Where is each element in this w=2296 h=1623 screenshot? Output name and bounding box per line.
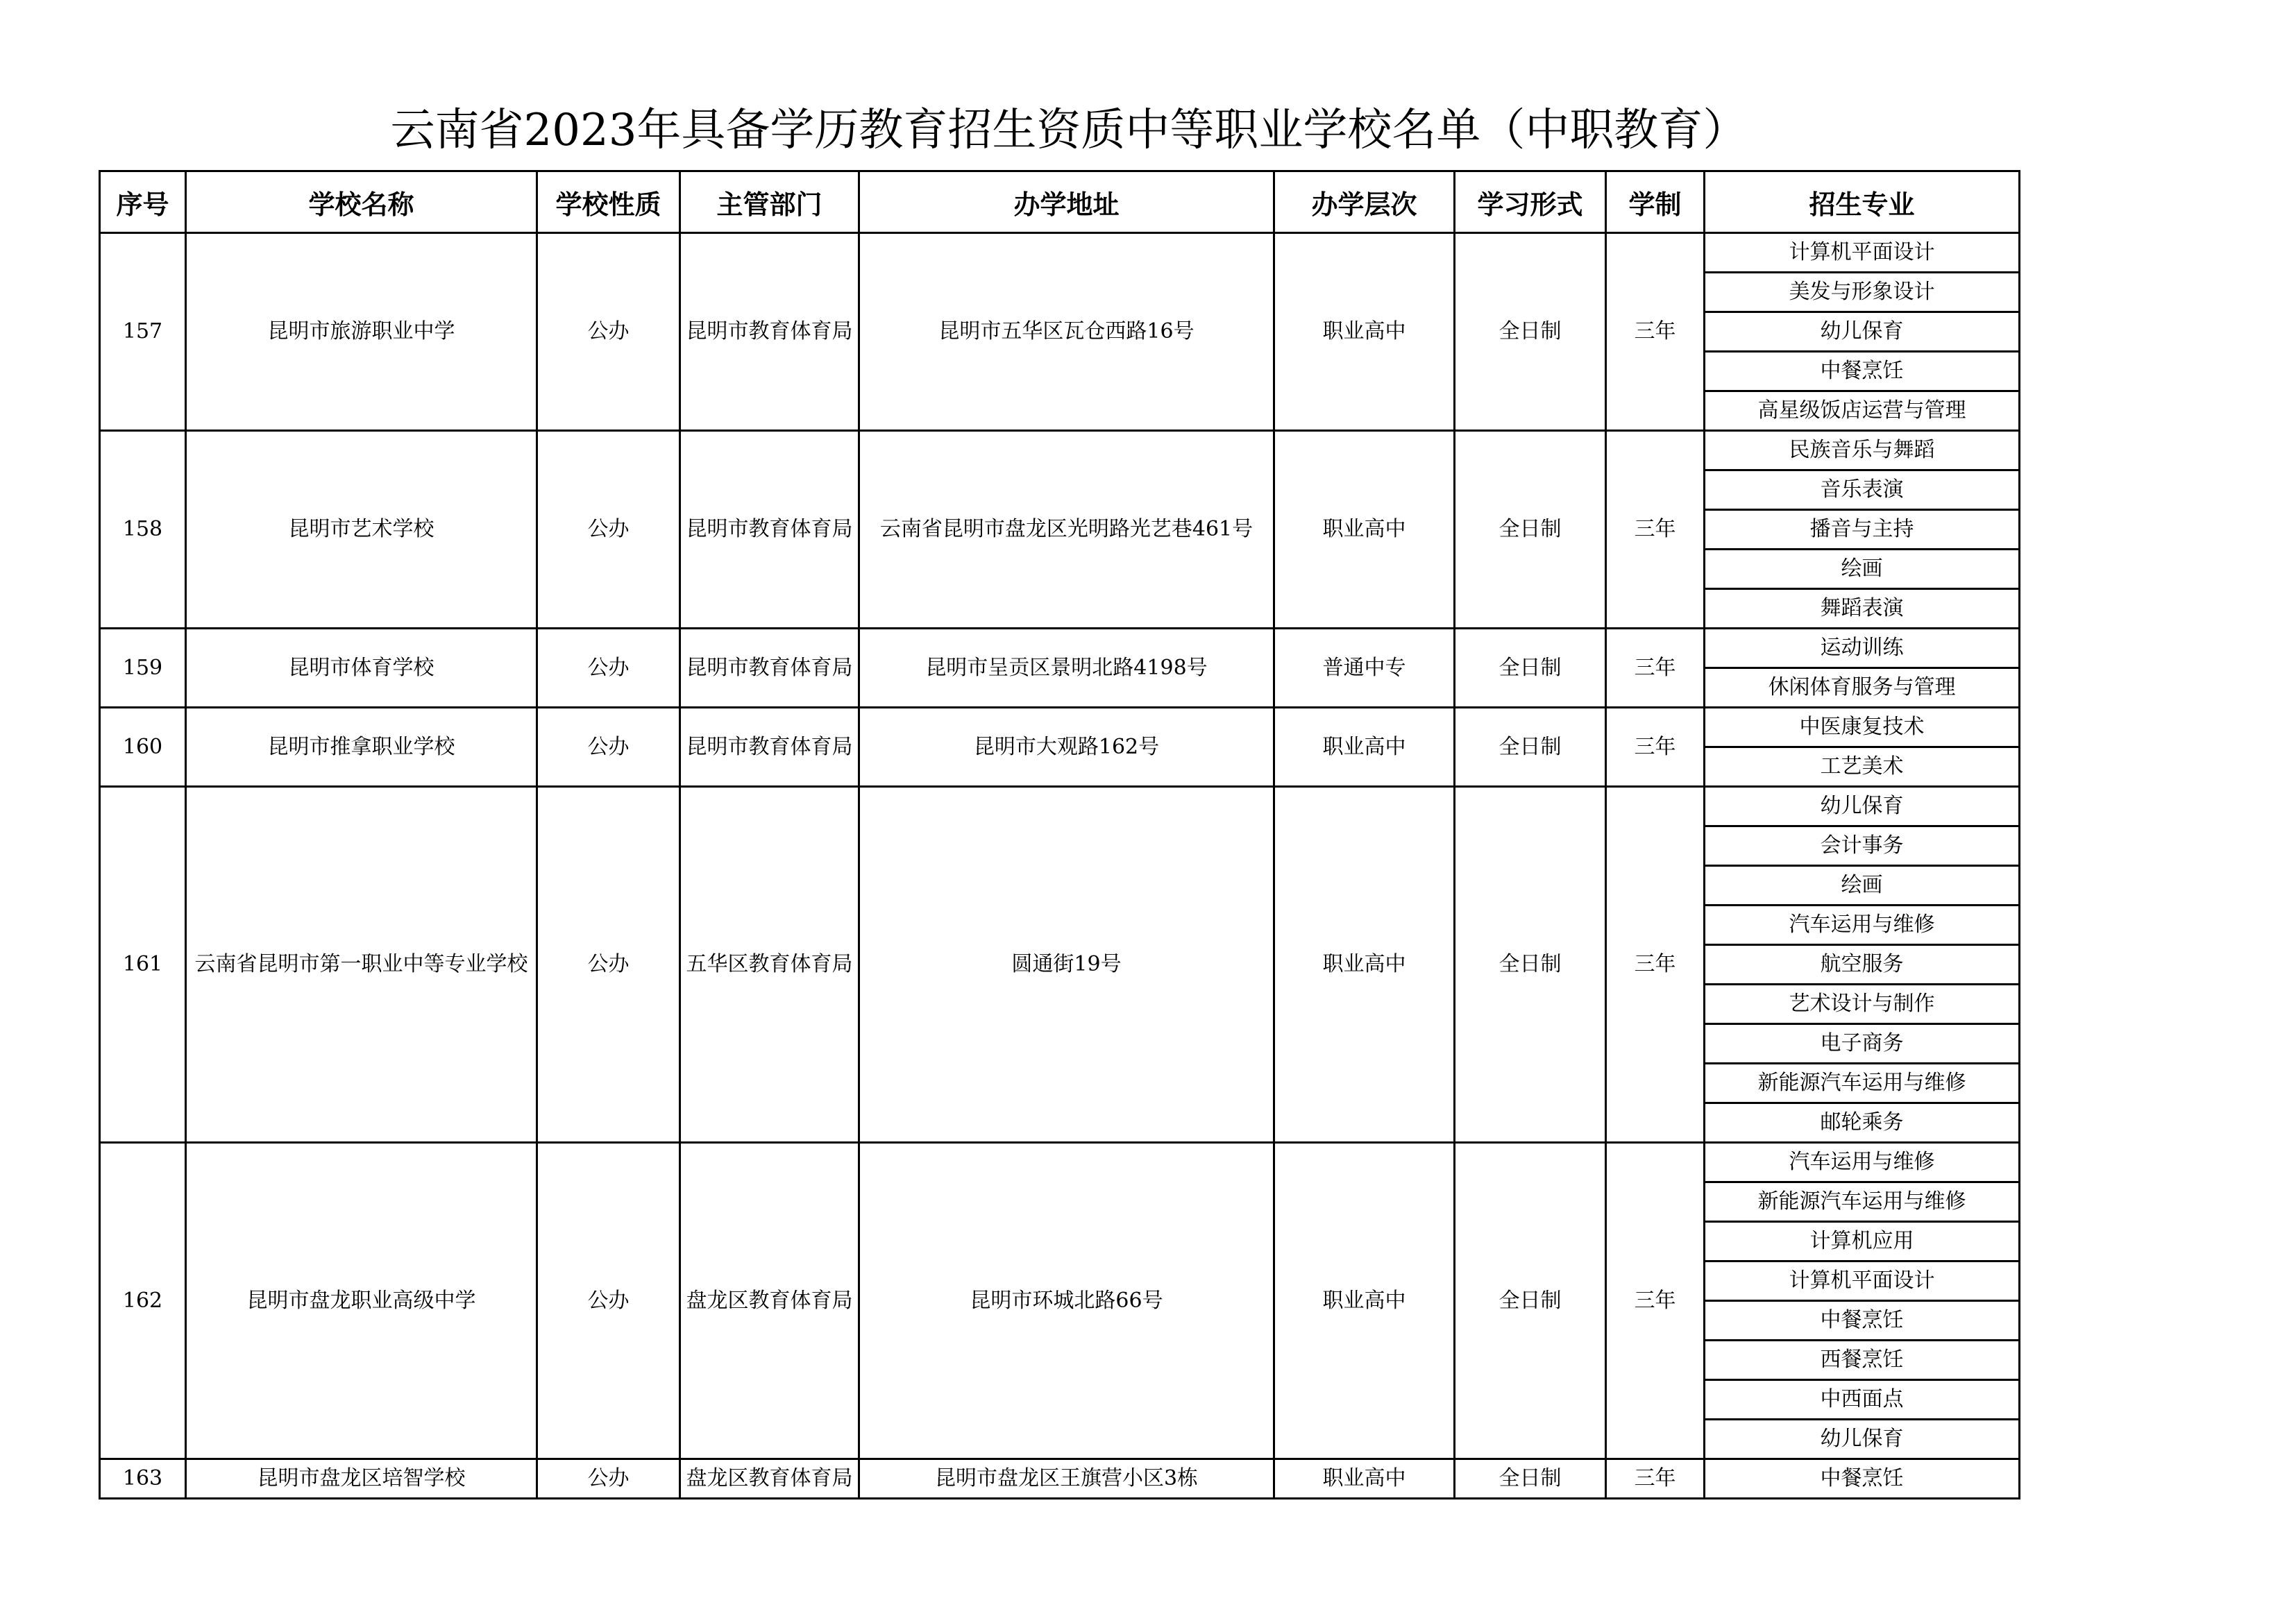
header-level: 办学层次 — [1274, 171, 1455, 233]
header-school-name: 学校名称 — [186, 171, 537, 233]
school-nature-cell: 公办 — [537, 431, 680, 629]
major-cell: 中医康复技术 — [1705, 708, 2020, 747]
major-cell: 高星级饭店运营与管理 — [1705, 391, 2020, 431]
department-cell: 昆明市教育体育局 — [680, 629, 859, 708]
study-form-cell: 全日制 — [1455, 787, 1606, 1143]
school-name-cell: 昆明市盘龙职业高级中学 — [186, 1143, 537, 1459]
school-list-table — [99, 170, 2020, 1499]
table-body — [100, 233, 2020, 1499]
address-cell: 云南省昆明市盘龙区光明路光艺巷461号 — [859, 431, 1274, 629]
department-cell: 盘龙区教育体育局 — [680, 1143, 859, 1459]
study-form-cell: 全日制 — [1455, 708, 1606, 787]
table-row — [100, 787, 2020, 826]
duration-cell: 三年 — [1606, 787, 1705, 1143]
table-row — [100, 1459, 2020, 1499]
major-cell: 工艺美术 — [1705, 747, 2020, 787]
duration-cell: 三年 — [1606, 431, 1705, 629]
major-cell: 计算机平面设计 — [1705, 233, 2020, 273]
department-cell: 昆明市教育体育局 — [680, 431, 859, 629]
school-no-cell: 163 — [100, 1459, 186, 1499]
school-no-cell: 157 — [100, 233, 186, 431]
school-no-cell: 159 — [100, 629, 186, 708]
major-cell: 民族音乐与舞蹈 — [1705, 431, 2020, 470]
header-majors: 招生专业 — [1705, 171, 2020, 233]
address-cell: 昆明市五华区瓦仓西路16号 — [859, 233, 1274, 431]
header-school-nature: 学校性质 — [537, 171, 680, 233]
level-cell: 职业高中 — [1274, 233, 1455, 431]
major-cell: 运动训练 — [1705, 629, 2020, 668]
school-nature-cell: 公办 — [537, 233, 680, 431]
major-cell: 休闲体育服务与管理 — [1705, 668, 2020, 708]
address-cell: 昆明市环城北路66号 — [859, 1143, 1274, 1459]
major-cell: 中餐烹饪 — [1705, 1459, 2020, 1499]
school-no-cell: 160 — [100, 708, 186, 787]
major-cell: 汽车运用与维修 — [1705, 1143, 2020, 1182]
department-cell: 昆明市教育体育局 — [680, 233, 859, 431]
major-cell: 航空服务 — [1705, 945, 2020, 985]
major-cell: 中餐烹饪 — [1705, 1301, 2020, 1341]
major-cell: 新能源汽车运用与维修 — [1705, 1064, 2020, 1103]
major-cell: 计算机应用 — [1705, 1222, 2020, 1261]
study-form-cell: 全日制 — [1455, 1143, 1606, 1459]
major-cell: 电子商务 — [1705, 1024, 2020, 1064]
study-form-cell: 全日制 — [1455, 1459, 1606, 1499]
major-cell: 绘画 — [1705, 550, 2020, 589]
level-cell: 职业高中 — [1274, 708, 1455, 787]
major-cell: 计算机平面设计 — [1705, 1261, 2020, 1301]
school-nature-cell: 公办 — [537, 1459, 680, 1499]
major-cell: 绘画 — [1705, 866, 2020, 906]
document-title: 云南省2023年具备学历教育招生资质中等职业学校名单（中职教育） — [390, 105, 1748, 156]
level-cell: 职业高中 — [1274, 1143, 1455, 1459]
table-row — [100, 233, 2020, 273]
header-address: 办学地址 — [859, 171, 1274, 233]
major-cell: 会计事务 — [1705, 826, 2020, 866]
header-duration: 学制 — [1606, 171, 1705, 233]
major-cell: 幼儿保育 — [1705, 1420, 2020, 1459]
school-name-cell: 昆明市盘龙区培智学校 — [186, 1459, 537, 1499]
major-cell: 邮轮乘务 — [1705, 1103, 2020, 1143]
school-name-cell: 昆明市体育学校 — [186, 629, 537, 708]
department-cell: 五华区教育体育局 — [680, 787, 859, 1143]
duration-cell: 三年 — [1606, 1143, 1705, 1459]
study-form-cell: 全日制 — [1455, 431, 1606, 629]
school-nature-cell: 公办 — [537, 787, 680, 1143]
header-study-form: 学习形式 — [1455, 171, 1606, 233]
department-cell: 昆明市教育体育局 — [680, 708, 859, 787]
study-form-cell: 全日制 — [1455, 233, 1606, 431]
major-cell: 中西面点 — [1705, 1380, 2020, 1420]
level-cell: 普通中专 — [1274, 629, 1455, 708]
duration-cell: 三年 — [1606, 629, 1705, 708]
address-cell: 昆明市盘龙区王旗营小区3栋 — [859, 1459, 1274, 1499]
school-no-cell: 161 — [100, 787, 186, 1143]
school-nature-cell: 公办 — [537, 1143, 680, 1459]
table-row — [100, 1143, 2020, 1182]
school-name-cell: 云南省昆明市第一职业中等专业学校 — [186, 787, 537, 1143]
duration-cell: 三年 — [1606, 233, 1705, 431]
school-nature-cell: 公办 — [537, 629, 680, 708]
major-cell: 幼儿保育 — [1705, 787, 2020, 826]
major-cell: 美发与形象设计 — [1705, 273, 2020, 312]
major-cell: 音乐表演 — [1705, 470, 2020, 510]
major-cell: 舞蹈表演 — [1705, 589, 2020, 629]
school-name-cell: 昆明市艺术学校 — [186, 431, 537, 629]
school-name-cell: 昆明市推拿职业学校 — [186, 708, 537, 787]
table-row — [100, 629, 2020, 668]
table-header-row — [100, 171, 2020, 233]
major-cell: 艺术设计与制作 — [1705, 985, 2020, 1024]
school-name-cell: 昆明市旅游职业中学 — [186, 233, 537, 431]
school-no-cell: 158 — [100, 431, 186, 629]
header-department: 主管部门 — [680, 171, 859, 233]
major-cell: 幼儿保育 — [1705, 312, 2020, 352]
address-cell: 圆通街19号 — [859, 787, 1274, 1143]
table-row — [100, 708, 2020, 747]
duration-cell: 三年 — [1606, 1459, 1705, 1499]
level-cell: 职业高中 — [1274, 431, 1455, 629]
major-cell: 西餐烹饪 — [1705, 1341, 2020, 1380]
major-cell: 汽车运用与维修 — [1705, 906, 2020, 945]
address-cell: 昆明市大观路162号 — [859, 708, 1274, 787]
table-row — [100, 431, 2020, 470]
level-cell: 职业高中 — [1274, 1459, 1455, 1499]
major-cell: 播音与主持 — [1705, 510, 2020, 550]
department-cell: 盘龙区教育体育局 — [680, 1459, 859, 1499]
study-form-cell: 全日制 — [1455, 629, 1606, 708]
address-cell: 昆明市呈贡区景明北路4198号 — [859, 629, 1274, 708]
school-no-cell: 162 — [100, 1143, 186, 1459]
level-cell: 职业高中 — [1274, 787, 1455, 1143]
duration-cell: 三年 — [1606, 708, 1705, 787]
major-cell: 中餐烹饪 — [1705, 352, 2020, 391]
school-nature-cell: 公办 — [537, 708, 680, 787]
major-cell: 新能源汽车运用与维修 — [1705, 1182, 2020, 1222]
header-no: 序号 — [100, 171, 186, 233]
